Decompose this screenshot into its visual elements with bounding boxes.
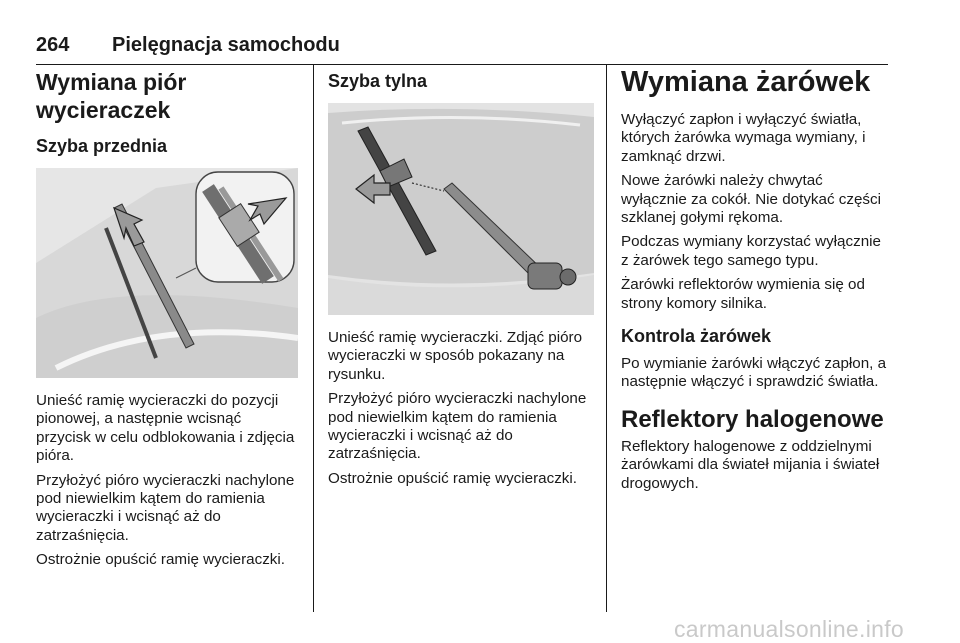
paragraph: Unieść ramię wycieraczki do pozycji pionowej, a następnie wcisnąć przycisk w celu odblokowania i zdjęcia pióra. [36,392,295,465]
paragraph: Unieść ramię wycieraczki. Zdjąć pióro wycieraczki w sposób pokazany na rysunku. [328,329,583,383]
column-divider-1 [313,64,314,612]
paragraph: Reflektory halogenowe z oddzielnymi żarówkami dla świateł mijania i świateł drogowych. [621,437,880,492]
page-number: 264 [36,34,70,56]
chapter-title: Pielęgnacja samochodu [112,34,340,56]
column-wiper-front [36,64,298,576]
column-bulbs [621,64,891,499]
section-heading-wipers: Wymiana piór wycieraczek [36,69,187,123]
column-divider-2 [606,64,607,612]
subheading-rear-window: Szyba tylna [328,71,428,91]
section-heading-bulbs: Wymiana żarówek [621,66,871,98]
paragraph: Żarówki reflektorów wymienia się od strony komory silnika. [621,276,865,312]
paragraph: Przyłożyć pióro wycieraczki nachylone pod niewielkim kątem do ramienia wycieraczki i wcisnąć aż do zatrzaśnięcia. [36,471,295,544]
front-wiper-illustration [36,168,298,378]
subheading-front-windscreen: Szyba przednia [36,136,168,156]
paragraph: Nowe żarówki należy chwytać wyłącznie za cokół. Nie dotykać części szklanej gołymi rękoma. [621,172,881,227]
paragraph: Wyłączyć zapłon i wyłączyć światła, których żarówka wymaga wymiany, i zamknąć drzwi. [621,111,866,165]
page-header [36,34,888,65]
section-heading-halogen: Reflektory halogenowe [621,405,884,433]
paragraph: Ostrożnie opuścić ramię wycieraczki. [36,551,285,569]
paragraph: Po wymianie żarówki włączyć zapłon, a następnie włączyć i sprawdzić światła. [621,355,887,391]
rear-wiper-illustration [328,103,594,315]
paragraph: Podczas wymiany korzystać wyłącznie z żarówek tego samego typu. [621,233,881,269]
column-wiper-rear [328,64,594,494]
watermark: carmanualsonline.info [673,616,904,642]
subheading-bulb-check: Kontrola żarówek [621,326,772,347]
paragraph: Przyłożyć pióro wycieraczki nachylone pod niewielkim kątem do ramienia wycieraczki i wcisnąć aż do zatrzaśnięcia. [328,390,587,463]
paragraph: Ostrożnie opuścić ramię wycieraczki. [328,469,577,487]
